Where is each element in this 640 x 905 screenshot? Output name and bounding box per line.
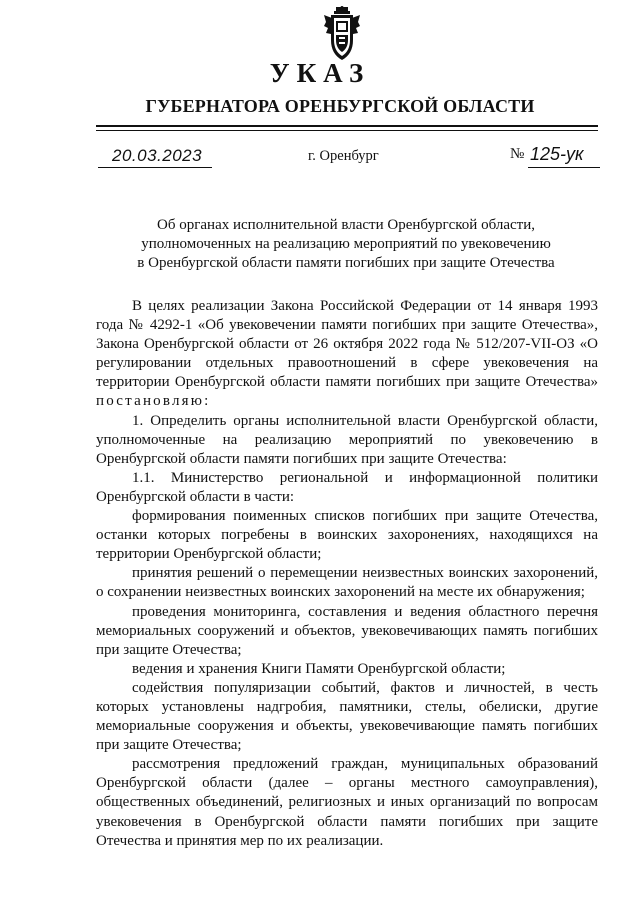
document-type: УКАЗ — [269, 58, 371, 88]
body-paragraph: проведения мониторинга, составления и ведения областного перечня мемориальных сооружений и объектов, увековечивающих память погибших при защите Отечества; — [96, 603, 598, 658]
document-number: 125-ук — [530, 144, 584, 164]
body-paragraph: содействия популяризации событий, фактов и личностей, в честь которых установлены надгробия, памятники, стелы, обелиски, другие мемориальные сооружения и объекты, увековечивающие память погибших при защите Отечества; — [96, 679, 598, 754]
document-body — [96, 297, 598, 851]
body-paragraph: 1.1. Министерство региональной и информационной политики Оренбургской области в части: — [96, 469, 598, 505]
title-line: в Оренбургской области памяти погибших при защите Отечества — [137, 255, 555, 271]
body-paragraph: 1. Определить органы исполнительной власти Оренбургской области, уполномоченные на реализацию мероприятий по увековечению в Оренбургской области памяти погибших при защите Отечества: — [96, 412, 598, 467]
header-rule-thin — [96, 130, 598, 131]
body-paragraph: рассмотрения предложений граждан, муниципальных образований Оренбургской области (далее – органы местного самоуправления), общественных объединений, религиозных и иных организаций по вопросам увековечения в Оренбургской области памяти погибших при защите Отечества и принятия мер по их реализации. — [96, 756, 598, 849]
body-paragraph: ведения и хранения Книги Памяти Оренбургской области; — [132, 660, 506, 677]
number-label: № — [510, 146, 525, 162]
decree-word: постановляю: — [96, 393, 211, 410]
header-rule-thick — [96, 125, 598, 127]
title-line: Об органах исполнительной власти Оренбургской области, — [157, 217, 535, 233]
preamble-paragraph — [96, 297, 598, 412]
document-city: г. Оренбург — [308, 148, 379, 164]
body-paragraph: принятия решений о перемещении неизвестных воинских захоронений, о сохранении неизвестных воинских захоронений на месте их обнаружения; — [96, 565, 598, 601]
coat-of-arms-icon — [323, 6, 361, 62]
number-underline — [528, 167, 600, 168]
title-line: уполномоченных на реализацию мероприятий по увековечению — [141, 236, 551, 252]
document-title — [96, 216, 596, 273]
document-date: 20.03.2023 — [112, 146, 203, 165]
preamble-text: В целях реализации Закона Российской Федерации от 14 января 1993 года № 4292-1 «Об увековечении памяти погибших при защите Отечества», Закона Оренбургской области от 26 октября 2022 года № 512/207-VII-ОЗ «О регулировании отдельных правоотношений в сфере увековечения на территории Оренбургской области памяти погибших при защите Отечества» — [96, 298, 598, 391]
body-paragraph: формирования поименных списков погибших при защите Отечества, останки которых погребены в воинских захоронениях, находящихся на территории Оренбургской области; — [96, 508, 598, 563]
issuer-title: ГУБЕРНАТОРА ОРЕНБУРГСКОЙ ОБЛАСТИ — [145, 96, 535, 116]
date-underline — [98, 167, 212, 168]
